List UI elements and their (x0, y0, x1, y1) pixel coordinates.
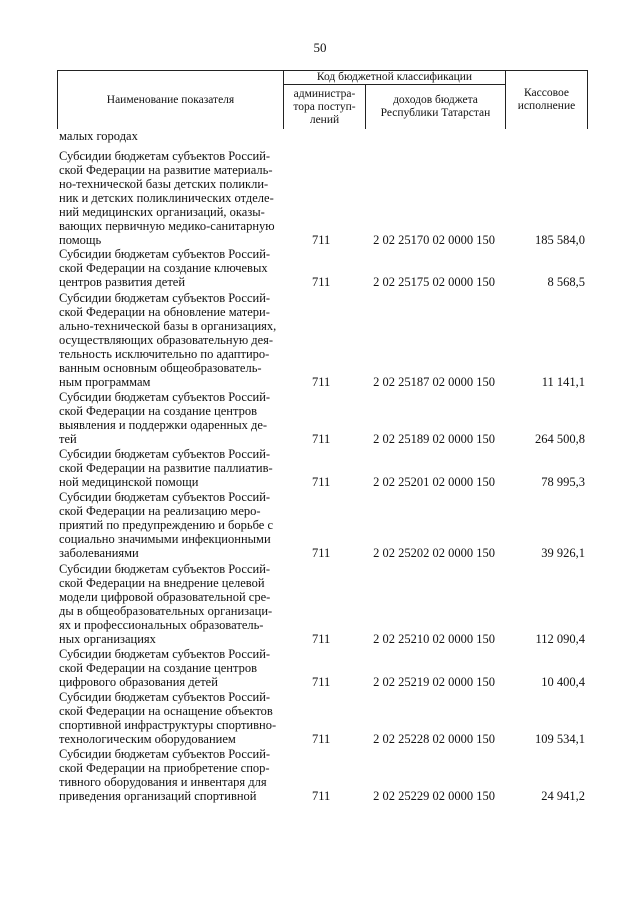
row-income-code: 2 02 25228 02 0000 150 (373, 732, 495, 746)
row-amount: 10 400,4 (541, 675, 585, 689)
row-description: Субсидии бюджетам субъектов Россий- ской Федерации на создание центров выявления и поддержки одаренных де- тей (59, 390, 271, 446)
header-cash-execution: Кассовое исполнение (517, 87, 576, 112)
row-income-code: 2 02 25201 02 0000 150 (373, 475, 495, 489)
row-description: Субсидии бюджетам субъектов Россий- ской Федерации на развитие паллиатив- ной медицинской помощи (59, 447, 273, 489)
row-admin-code: 711 (312, 432, 331, 446)
row-admin-code: 711 (312, 789, 331, 803)
row-amount: 24 941,2 (541, 789, 585, 803)
page-number: 50 (313, 40, 327, 55)
row-amount: 8 568,5 (547, 275, 585, 289)
row-income-code: 2 02 25219 02 0000 150 (373, 675, 495, 689)
row-admin-code: 711 (312, 375, 331, 389)
header-budget-code-group: Код бюджетной классификации (284, 71, 506, 85)
row-amount: 39 926,1 (541, 546, 585, 560)
row-income-code: 2 02 25202 02 0000 150 (373, 546, 495, 560)
row-admin-code: 711 (312, 632, 331, 646)
row-income-code: 2 02 25187 02 0000 150 (373, 375, 495, 389)
row-description: Субсидии бюджетам субъектов Россий- ской Федерации на оснащение объектов спортивной инфраструктуры спортивно- технологическим оборудованием (59, 690, 277, 746)
row-income-code: 2 02 25175 02 0000 150 (373, 275, 495, 289)
row-amount: 185 584,0 (535, 233, 585, 247)
row-amount: 112 090,4 (535, 632, 585, 646)
row-income-code: 2 02 25229 02 0000 150 (373, 789, 495, 803)
continued-text: малых городах (59, 129, 138, 143)
row-admin-code: 711 (312, 475, 331, 489)
row-description: Субсидии бюджетам субъектов Россий- ской Федерации на развитие материаль- но-технической базы детских поликли- ник и детских поликлинических отделе- ний медицинских организаций, оказы- вающих первичную медико-санитарную помощь (59, 149, 275, 247)
row-description: Субсидии бюджетам субъектов Россий- ской Федерации на внедрение целевой модели цифровой образовательной сре- ды в общеобразовательных организаци- ях и профессиональных образователь- ных организациях (59, 562, 273, 646)
row-amount: 78 995,3 (541, 475, 585, 489)
row-amount: 109 534,1 (535, 732, 585, 746)
header-indicator-name: Наименование показателя (58, 71, 284, 129)
row-admin-code: 711 (312, 675, 331, 689)
table-header (57, 70, 588, 129)
row-admin-code: 711 (312, 233, 331, 247)
row-income-code: 2 02 25170 02 0000 150 (373, 233, 495, 247)
row-description: Субсидии бюджетам субъектов Россий- ской Федерации на создание центров цифрового образования детей (59, 647, 271, 689)
row-admin-code: 711 (312, 732, 331, 746)
header-income-code: доходов бюджета Республики Татарстан (366, 85, 506, 129)
row-description: Субсидии бюджетам субъектов Россий- ской Федерации на обновление матери- ально-технической базы в организациях, осуществляющих образовательную дея- тельность исключительно по адаптиро- ванным основным общеобразователь- ным программам (59, 291, 277, 389)
row-amount: 11 141,1 (541, 375, 585, 389)
row-income-code: 2 02 25189 02 0000 150 (373, 432, 495, 446)
row-admin-code: 711 (312, 546, 331, 560)
header-administrator: администра- тора поступ- лений (284, 85, 366, 129)
row-description: Субсидии бюджетам субъектов Россий- ской Федерации на реализацию меро- приятий по предупреждению и борьбе с социально значимыми инфекционными заболеваниями (59, 490, 274, 560)
row-admin-code: 711 (312, 275, 331, 289)
row-description: Субсидии бюджетам субъектов Россий- ской Федерации на приобретение спор- тивного оборудования и инвентаря для приведения организаций спортивной (59, 747, 271, 803)
row-description: Субсидии бюджетам субъектов Россий- ской Федерации на создание ключевых центров развития детей (59, 247, 271, 289)
row-amount: 264 500,8 (535, 432, 585, 446)
row-income-code: 2 02 25210 02 0000 150 (373, 632, 495, 646)
